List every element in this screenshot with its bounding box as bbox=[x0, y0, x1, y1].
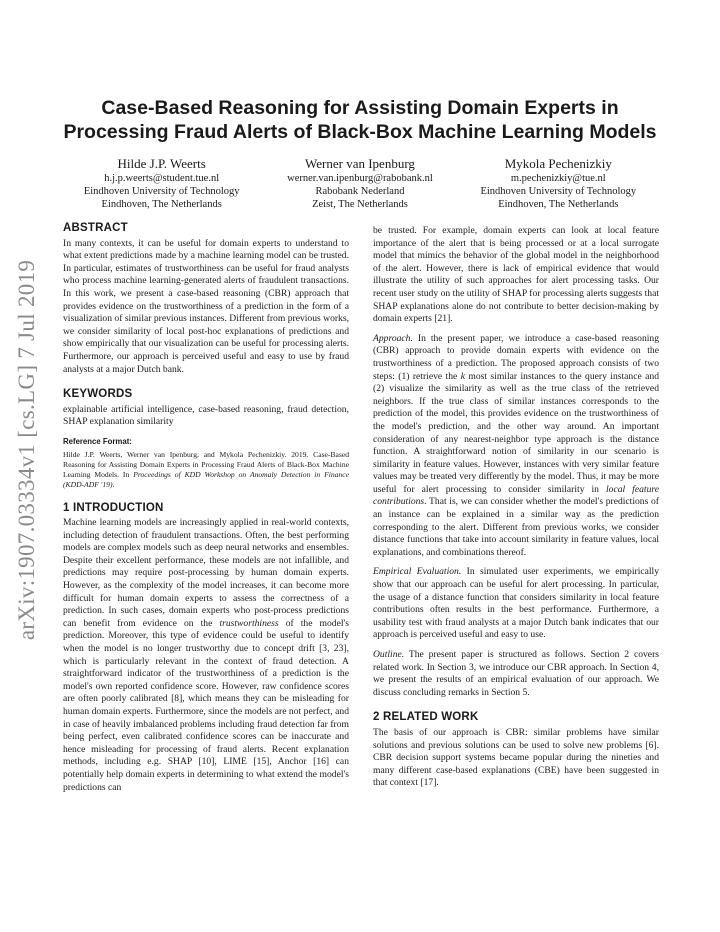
author-2 bbox=[287, 155, 433, 211]
approach-paragraph bbox=[373, 333, 659, 560]
reference-format-text bbox=[63, 450, 349, 490]
approach-text-b: most similar instances to the query instance and (2) visualize the similarity as well as the true class of the retrieved neighbors. If the true class of similar instances corresponds to the prediction of the model, this provides evidence on the trustworthiness of the model's prediction, and the other way around. An important consideration of any nearest-neighbor type approach is the distance function. A straightforward notion of similarity in our scenario is similarity in feature values. However, instances with very similar feature values may be treated very differently by the model. Thus, it may be more useful for alert processing to consider similarity in bbox=[373, 370, 659, 495]
keywords-text: explainable artificial intelligence, case-based reasoning, fraud detection, SHAP explanation similarity bbox=[63, 403, 349, 428]
arxiv-stamp-text: arXiv:1907.03334v1 [cs.LG] 7 Jul 2019 bbox=[14, 259, 39, 641]
outline-paragraph bbox=[373, 649, 659, 699]
author-email: h.j.p.weerts@student.tue.nl bbox=[104, 173, 220, 184]
introduction-heading: 1 INTRODUCTION bbox=[63, 501, 164, 514]
outline-label: Outline. bbox=[373, 649, 405, 660]
approach-emphasis: local feature contributions bbox=[373, 483, 659, 508]
intro-emphasis: trustworthiness bbox=[219, 617, 279, 629]
paper-title: Case-Based Reasoning for Assisting Domain Experts in Processing Fraud Alerts of Black-Box Machine Learning Models bbox=[63, 97, 657, 143]
author-name: Hilde J.P. Weerts bbox=[117, 156, 206, 171]
author-3 bbox=[480, 155, 636, 211]
author-location: Zeist, The Netherlands bbox=[312, 199, 408, 210]
author-affiliation: Eindhoven University of Technology bbox=[83, 186, 240, 197]
approach-k: k bbox=[460, 370, 465, 382]
author-name: Werner van Ipenburg bbox=[305, 156, 415, 171]
author-email: m.pechenizkiy@tue.nl bbox=[510, 173, 606, 184]
continued-paragraph: be trusted. For example, domain experts can look at local feature importance of the alert that is being processed or at a local surrogate model that mimics the behavior of the global model in the neighborhood of the alert. However, there is lack of empirical evidence that would illustrate the utility of such approaches for alert processing tasks. Our recent user study on the utility of SHAP for processing alerts suggests that SHAP explanations alone do not contribute to better decision-making by domain experts [21]. bbox=[373, 225, 659, 325]
author-affiliation: Rabobank Nederland bbox=[315, 186, 405, 197]
reference-end: . bbox=[112, 479, 115, 489]
reference-format-heading: Reference Format: bbox=[63, 436, 132, 446]
approach-label: Approach. bbox=[373, 332, 413, 344]
arxiv-stamp bbox=[6, 260, 48, 640]
author-1 bbox=[84, 155, 240, 211]
reference-citation: Hilde J.P. Weerts, Werner van Ipenburg, and Mykola Pechenizkiy. 2019. Case-Based Reasoning for Assisting Domain Experts in Processing Fraud Alerts of Black-Box Machine Learning Models. In bbox=[63, 449, 349, 479]
author-affiliation: Eindhoven University of Technology bbox=[480, 186, 637, 197]
abstract-text: In many contexts, it can be useful for domain experts to understand to what extent predictions made by a machine learning model can be trusted. In particular, estimates of trustworthiness can be useful for fraud analysts who process machine learning-generated alerts of fraudulent transactions. In this work, we present a case-based reasoning (CBR) approach that provides evidence on the trustworthiness of a prediction in the form of a visualization of similar previous instances. Different from previous works, we consider similarity of local post-hoc explanations of predictions and show empirically that our visualization can be useful for processing alerts. Furthermore, our approach is perceived useful and easy to use by fraud analysts at a major Dutch bank. bbox=[63, 237, 349, 375]
left-column bbox=[63, 222, 349, 794]
abstract-heading: ABSTRACT bbox=[63, 222, 128, 234]
related-work-text: The basis of our approach is CBR: similar problems have similar solutions and previous solutions can be used to solve new problems [6]. CBR decision support systems became popular during the nineties and many different case-based explanations (CBE) have been suggested in that context [17]. bbox=[373, 726, 659, 789]
related-work-heading: 2 RELATED WORK bbox=[373, 711, 479, 724]
introduction-paragraph bbox=[63, 517, 349, 794]
author-location: Eindhoven, The Netherlands bbox=[101, 199, 222, 210]
approach-text-c: . That is, we can consider whether the model's predictions of an instance can be explained in a similar way as the prediction corresponding to the alert. Different from previous works, we consider distance functions that take into account similarity in feature values, local explanations, and combinations thereof. bbox=[373, 496, 659, 558]
intro-text: Machine learning models are increasingly applied in real-world contexts, including detection of fraudulent transactions. Often, the best performing models are complex models such as deep neural networks and ensembles. Despite their excellent performance, these models are not infallible, and predictions may require post-processing by human domain experts. However, as the complexity of the model increases, it can become more difficult for human domain experts to assess the correctness of a prediction. In such cases, domain experts who post-process predictions can benefit from evidence on the bbox=[63, 517, 349, 629]
keywords-heading: KEYWORDS bbox=[63, 388, 133, 401]
outline-text: The present paper is structured as follows. Section 2 covers related work. In Section 3, we introduce our CBR approach. In Section 4, we present the results of an empirical evaluation of our approach. We discuss concluding remarks in Section 5. bbox=[373, 649, 659, 698]
right-column bbox=[373, 225, 659, 790]
intro-text-rest: of the model's prediction. Moreover, this type of evidence could be useful to identify when the model is no longer trustworthy due to concept drift [3, 23], which is particularly relevant in the context of fraud detection. A straightforward indicator of the trustworthiness of a prediction is the model's own reported confidence score. However, raw confidence scores are often poorly calibrated [8], which means they can be misleading for human domain experts. Furthermore, since the models are not perfect, and in case of heavily imbalanced problems including fraud detection far from being perfect, even calibrated confidence scores can be inaccurate and hence misleading for processing of fraud alerts. Recent explanation methods, including e.g. SHAP [10], LIME [15], Anchor [16] can potentially help domain experts in determining to what extend the model's predictions can bbox=[63, 617, 349, 793]
reference-venue: Proceedings of KDD Workshop on Anomaly Detection in Finance (KDD-ADF '19) bbox=[63, 469, 350, 489]
author-location: Eindhoven, The Netherlands bbox=[498, 199, 619, 210]
approach-text: In the present paper, we introduce a case-based reasoning (CBR) approach to provide domain experts with evidence on the trustworthiness of a prediction. The proposed approach consists of two steps: (1) retrieve the bbox=[373, 332, 659, 382]
author-email: werner.van.ipenburg@rabobank.nl bbox=[287, 173, 433, 184]
empirical-label: Empirical Evaluation. bbox=[373, 566, 462, 578]
author-name: Mykola Pechenizkiy bbox=[504, 156, 612, 171]
empirical-paragraph bbox=[373, 566, 659, 642]
author-block bbox=[60, 155, 660, 211]
empirical-text: In simulated user experiments, we empirically show that our approach can be useful for alert processing. In particular, the usage of a distance function that considers similarity in local feature contributions often results in the best performance. Furthermore, a usability test with fraud analysts at a major Dutch bank indicates that our approach is perceived useful and easy to use. bbox=[373, 566, 659, 641]
